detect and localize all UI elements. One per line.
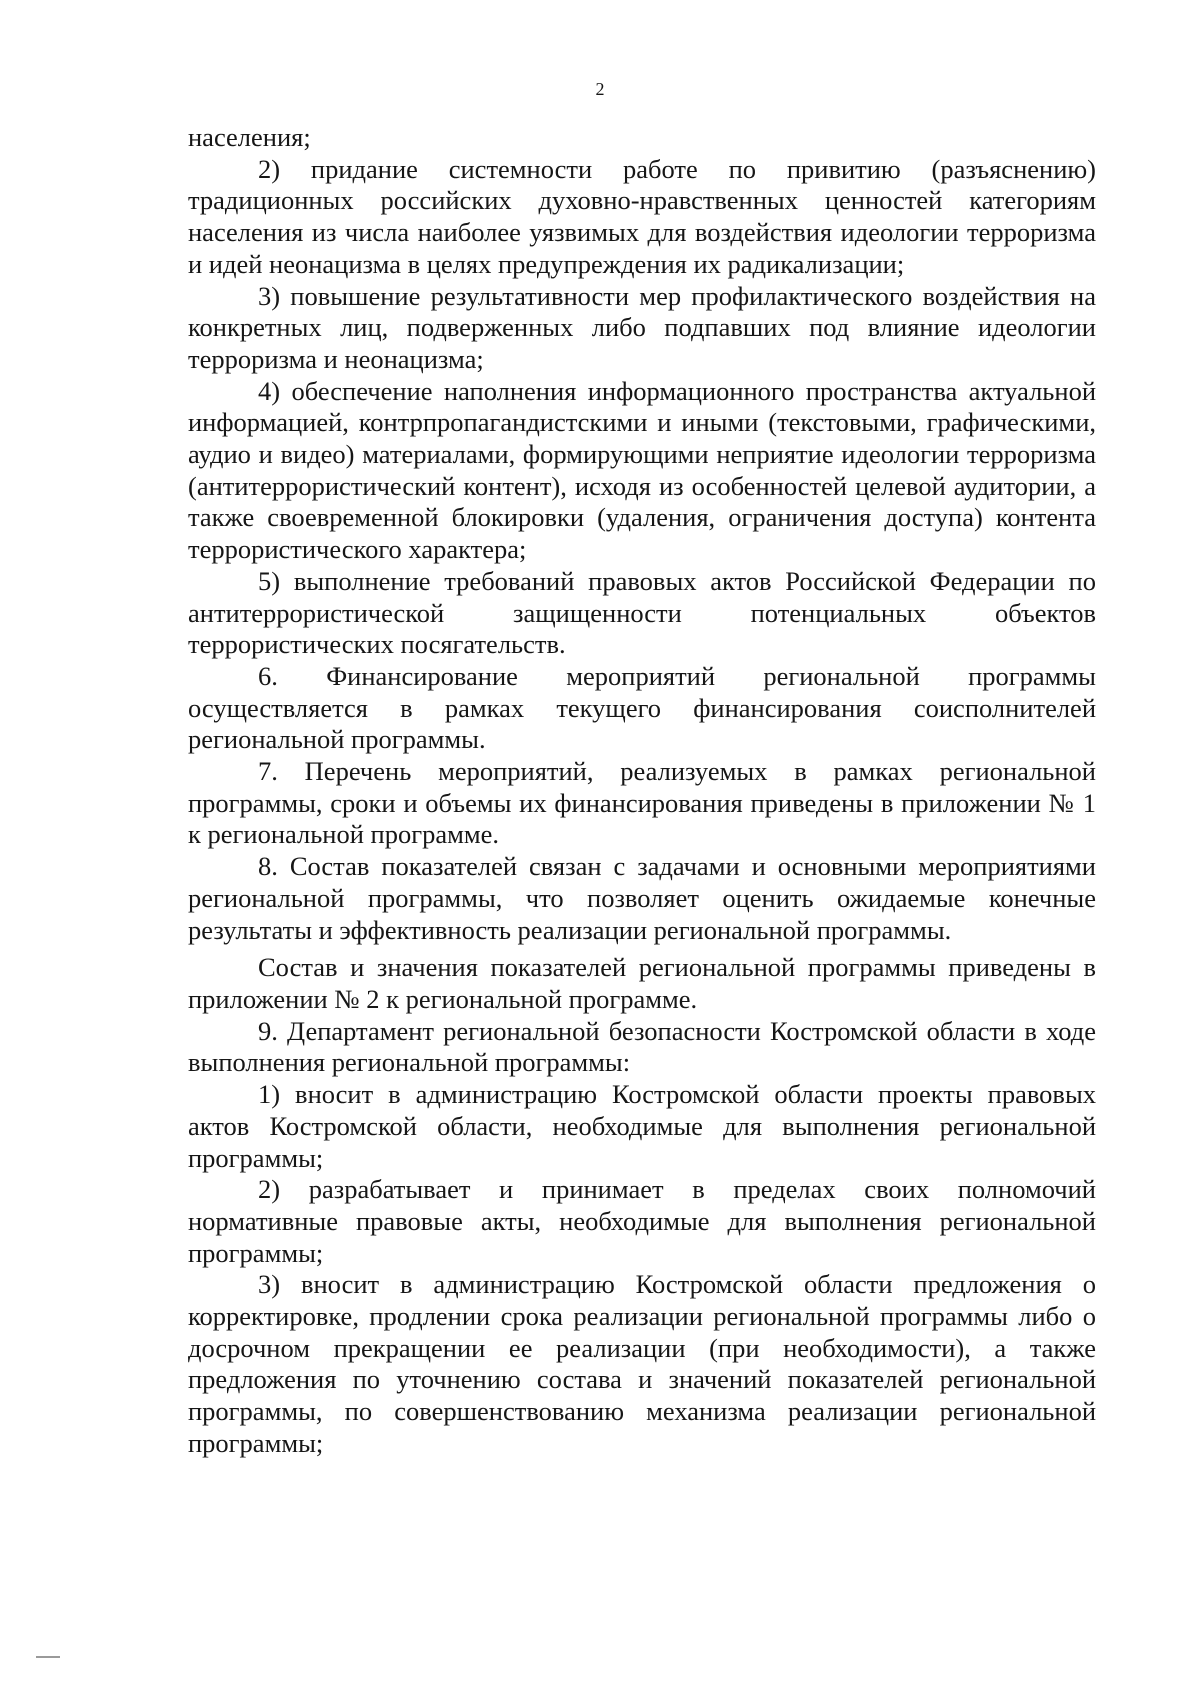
paragraph-subitem-2: 2) разрабатывает и принимает в пределах своих полномочий нормативные правовые акты, необходимые для выполнения региональной программы; xyxy=(188,1174,1096,1268)
paragraph-section-6: 6. Финансирование мероприятий региональной программы осуществляется в рамках текущего финансирования соисполнителей региональной программы. xyxy=(188,660,1096,755)
paragraph-subitem-3: 3) вносит в администрацию Костромской области предложения о корректировке, продлении срока реализации региональной программы либо о досрочном прекращении ее реализации (при необходимости), а также предложения по уточнению состава и значений показателей региональной программы, по совершенствованию механизма реализации региональной программы; xyxy=(188,1269,1096,1458)
paragraph-item-5: 5) выполнение требований правовых актов Российской Федерации по антитеррористической защищенности потенциальных объектов террористических посягательств. xyxy=(188,565,1096,660)
paragraph-item-2: 2) придание системности работе по привитию (разъяснению) традиционных российских духовно-нравственных ценностей категориям населения из числа наиболее уязвимых для воздействия идеологии терроризма и идей неонацизма в целях предупреждения их радикализации; xyxy=(188,153,1096,279)
page-number: 2 xyxy=(595,79,605,99)
document-body xyxy=(188,122,1096,1460)
paragraph-item-4: 4) обеспечение наполнения информационного пространства актуальной информацией, контрпропагандистскими и иными (текстовыми, графическими, аудио и видео) материалами, формирующими неприятие идеологии терроризма (антитеррористический контент), исходя из особенностей целевой аудитории, а также своевременной блокировки (удаления, ограничения доступа) контента террористического характера; xyxy=(188,375,1096,565)
scan-artifact-mark xyxy=(36,1656,60,1658)
paragraph-section-8: 8. Состав показателей связан с задачами и основными мероприятиями региональной программы, что позволяет оценить ожидаемые конечные результаты и эффективность реализации региональной программы. xyxy=(188,851,1096,945)
paragraph-indicators: Состав и значения показателей региональной программы приведены в приложении № 2 к региональной программе. xyxy=(188,952,1096,1014)
paragraph-subitem-1: 1) вносит в администрацию Костромской области проекты правовых актов Костромской области, необходимые для выполнения региональной программы; xyxy=(188,1079,1096,1173)
paragraph-continuation: населения; xyxy=(188,122,311,152)
paragraph-section-7: 7. Перечень мероприятий, реализуемых в рамках региональной программы, сроки и объемы их финансирования приведены в приложении № 1 к региональной программе. xyxy=(188,756,1096,850)
paragraph-item-3: 3) повышение результативности мер профилактического воздействия на конкретных лиц, подверженных либо подпавших под влияние идеологии терроризма и неонацизма; xyxy=(188,280,1096,374)
paragraph-section-9: 9. Департамент региональной безопасности Костромской области в ходе выполнения региональной программы: xyxy=(188,1015,1096,1078)
